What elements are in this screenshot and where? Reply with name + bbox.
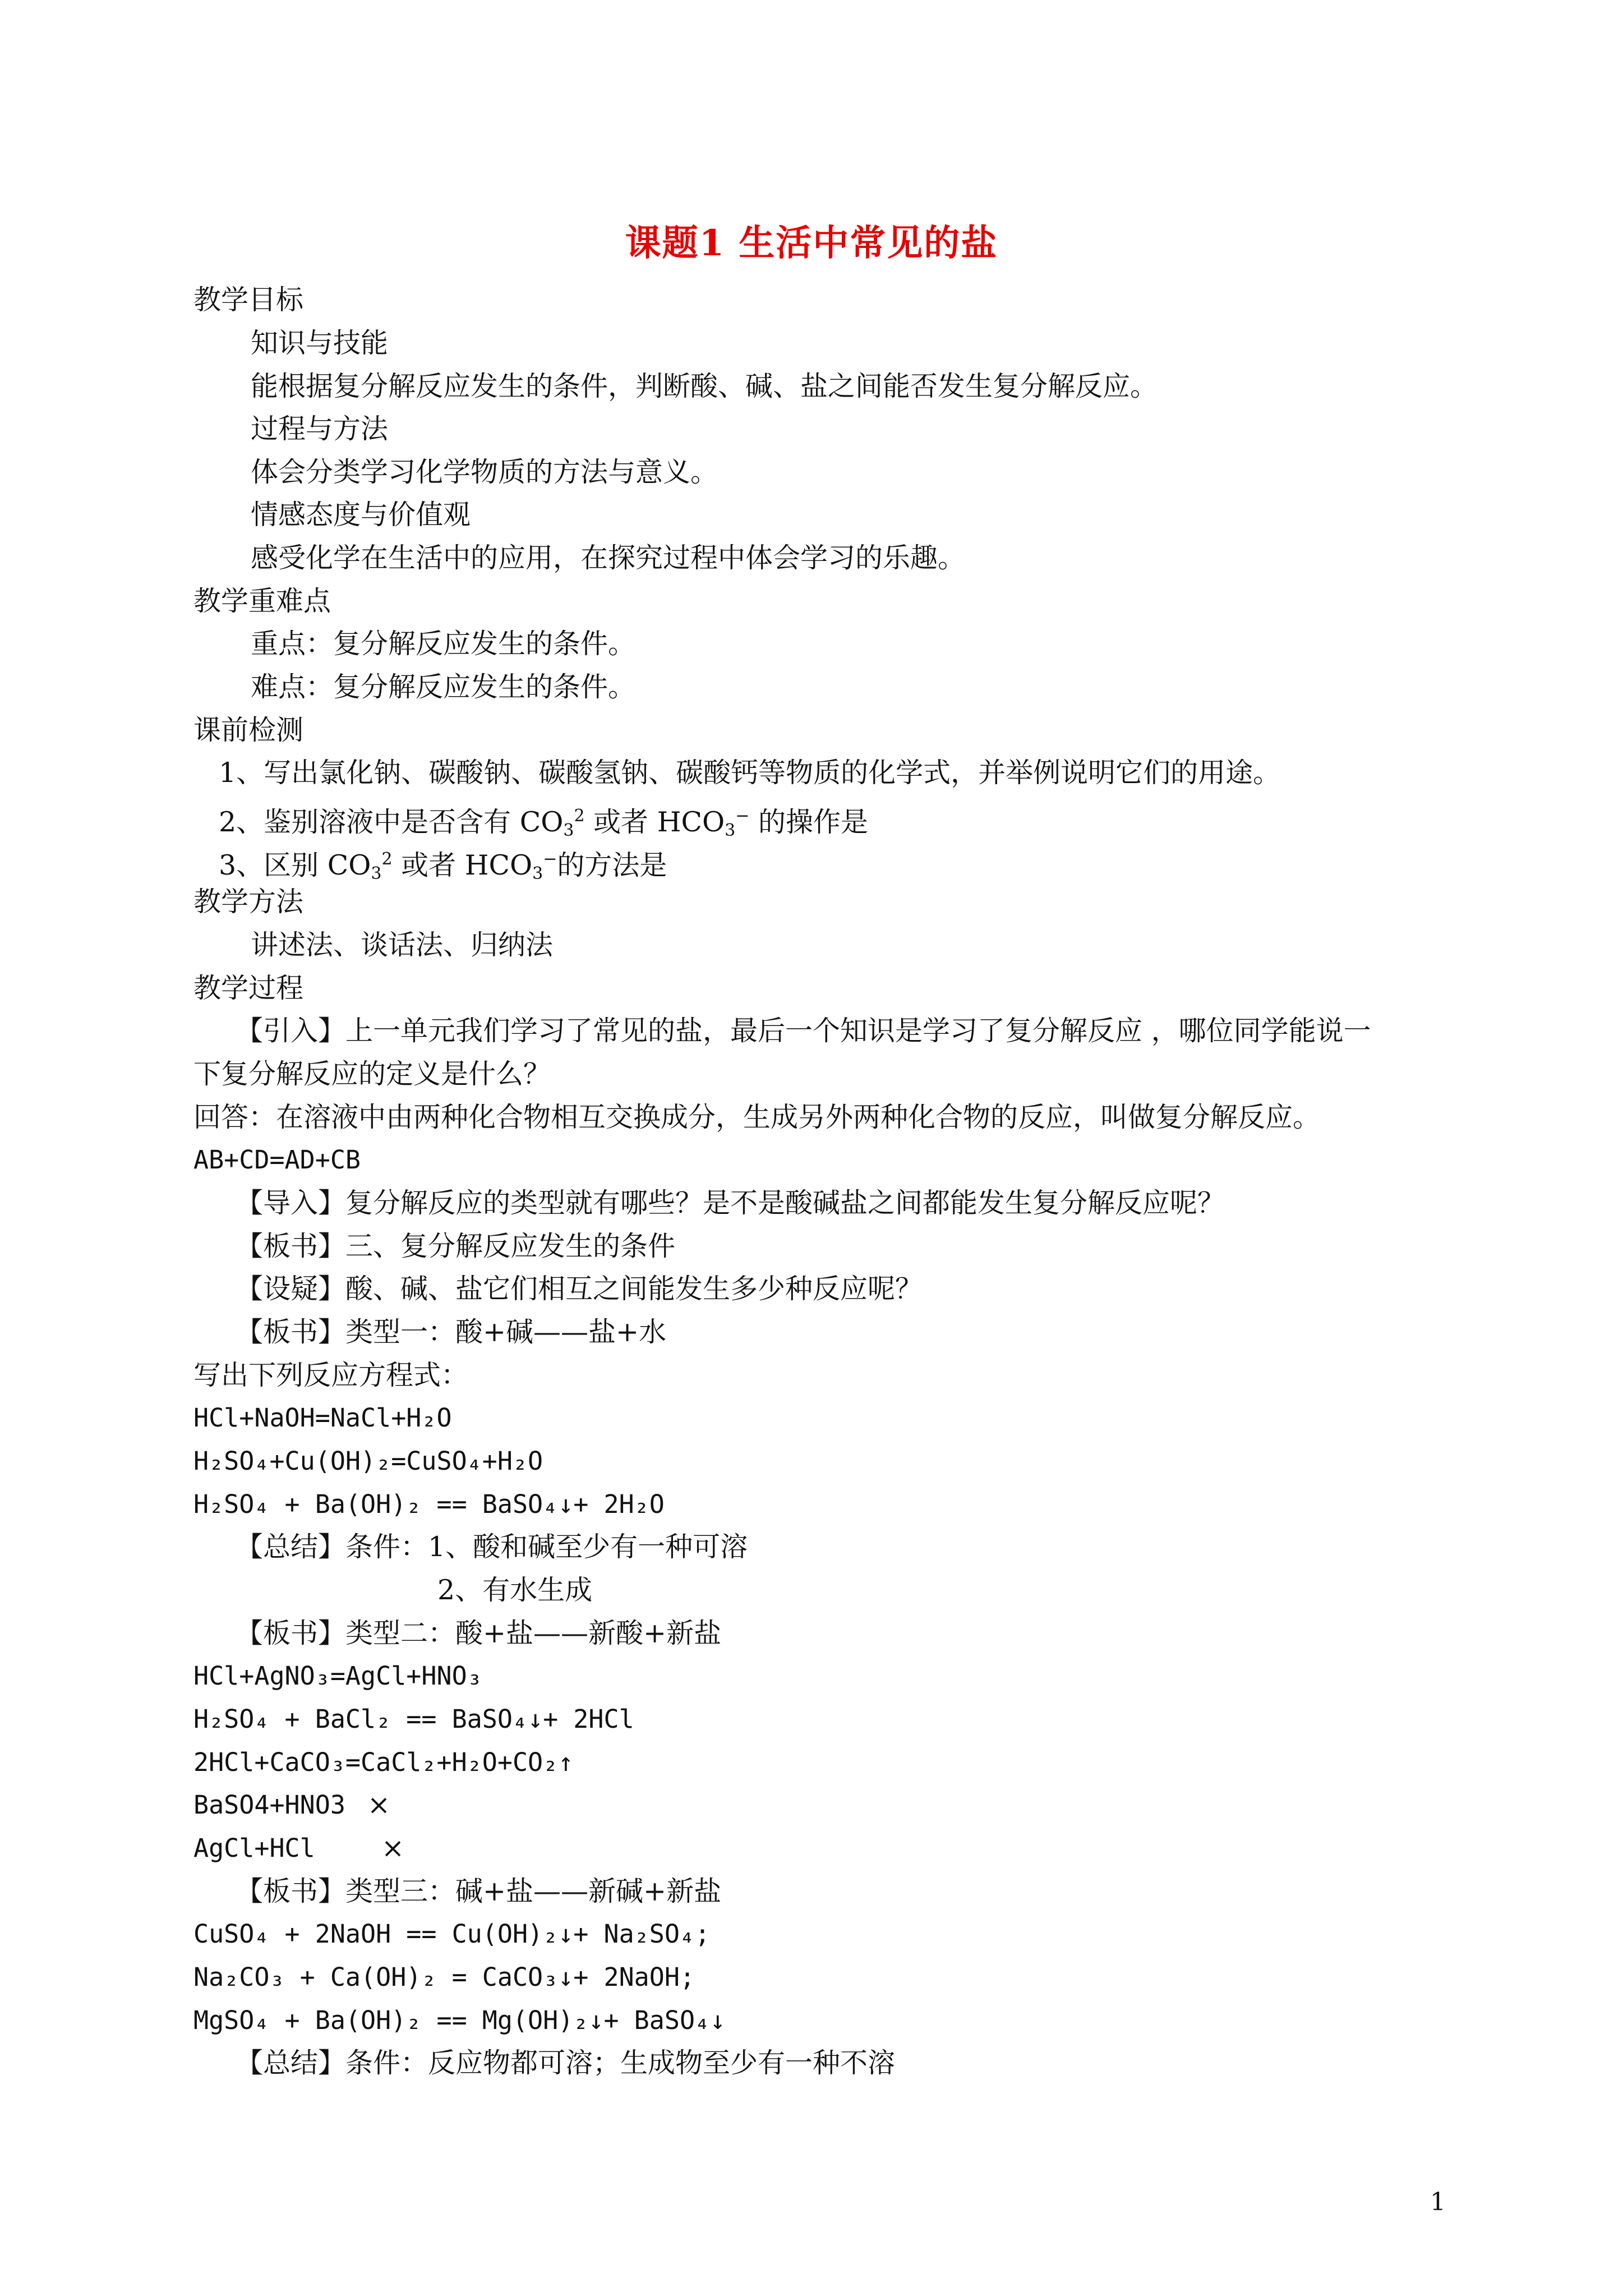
lead-text: 【导入】复分解反应的类型就有哪些？是不是酸碱盐之间都能发生复分解反应呢？ xyxy=(236,1187,1225,1219)
intro-line-1: 【引入】上一单元我们学习了常见的盐，最后一个知识是学习了复分解反应 ，哪位同学能说一 xyxy=(236,1015,1371,1047)
answer-text: 回答：在溶液中由两种化合物相互交换成分，生成另外两种化合物的反应，叫做复分解反应。 xyxy=(193,1101,1321,1133)
difficult-point: 难点：复分解反应发生的条件。 xyxy=(251,671,636,703)
equation-11: MgSO₄ + Ba(OH)₂ == Mg(OH)₂↓+ BaSO₄↓ xyxy=(193,2005,726,2035)
summary-1a: 【总结】条件：1、酸和碱至少有一种可溶 xyxy=(236,1531,748,1563)
equation-4: HCl+AgNO₃=AgCl+HNO₃ xyxy=(193,1661,482,1691)
question-text: 【设疑】酸、碱、盐它们相互之间能发生多少种反应呢？ xyxy=(236,1273,923,1305)
type-three: 【板书】类型三：碱+盐——新碱+新盐 xyxy=(236,1875,722,1907)
methods-text: 讲述法、谈话法、归纳法 xyxy=(251,929,554,961)
attitude-heading: 情感态度与价值观 xyxy=(251,499,471,531)
summary-1b: 2、有水生成 xyxy=(437,1574,593,1606)
type-two: 【板书】类型二：酸+盐——新酸+新盐 xyxy=(236,1617,722,1649)
pretest-question-1: 1、写出氯化钠、碳酸钠、碳酸氢钠、碳酸钙等物质的化学式，并举例说明它们的用途。 xyxy=(219,757,1281,789)
pretest-question-3: 3、区别 $CO_3^2$ 或者 $HCO_3^-$的方法是 xyxy=(219,849,667,884)
equation-10: Na₂CO₃ + Ca(OH)₂ = CaCO₃↓+ 2NaOH; xyxy=(193,1962,695,1992)
pretest-heading: 课前检测 xyxy=(193,714,304,746)
type-one: 【板书】类型一：酸+碱——盐+水 xyxy=(236,1316,667,1348)
summary-2: 【总结】条件：反应物都可溶；生成物至少有一种不溶 xyxy=(236,2047,896,2079)
pretest-question-2: 2、鉴别溶液中是否含有 $CO_3^2$ 或者 $HCO_3^-$ 的操作是 xyxy=(219,806,868,840)
key-point: 重点：复分解反应发生的条件。 xyxy=(251,628,636,660)
key-points-heading: 教学重难点 xyxy=(193,585,331,617)
equation-5: H₂SO₄ + BaCl₂ == BaSO₄↓+ 2HCl xyxy=(193,1704,634,1734)
process-method-text: 体会分类学习化学物质的方法与意义。 xyxy=(251,456,718,488)
attitude-text: 感受化学在生活中的应用，在探究过程中体会学习的乐趣。 xyxy=(251,542,966,574)
page-title: 课题1 生活中常见的盐 xyxy=(625,222,998,264)
equation-1: HCl+NaOH=NaCl+H₂O xyxy=(193,1403,452,1433)
equation-9: CuSO₄ + 2NaOH == Cu(OH)₂↓+ Na₂SO₄; xyxy=(193,1919,711,1949)
page-number: 1 xyxy=(1430,2188,1446,2216)
knowledge-text: 能根据复分解反应发生的条件，判断酸、碱、盐之间能否发生复分解反应。 xyxy=(251,370,1158,402)
intro-line-2: 下复分解反应的定义是什么？ xyxy=(193,1058,551,1090)
write-equations: 写出下列反应方程式： xyxy=(193,1359,469,1391)
equation-6: 2HCl+CaCO₃=CaCl₂+H₂O+CO₂↑ xyxy=(193,1747,574,1777)
equation-2: H₂SO₄+Cu(OH)₂=CuSO₄+H₂O xyxy=(193,1446,543,1476)
equation-7: BaSO4+HNO3 xyxy=(193,1790,345,1820)
equation-8: AgCl+HCl xyxy=(193,1833,315,1863)
process-method-heading: 过程与方法 xyxy=(251,413,389,445)
general-formula: AB+CD=AD+CB xyxy=(193,1145,361,1175)
objectives-heading: 教学目标 xyxy=(193,284,304,316)
board-conditions: 【板书】三、复分解反应发生的条件 xyxy=(236,1230,676,1262)
cross-mark-2: × xyxy=(381,1832,405,1864)
cross-mark-1: × xyxy=(367,1789,391,1821)
methods-heading: 教学方法 xyxy=(193,886,304,918)
equation-3: H₂SO₄ + Ba(OH)₂ == BaSO₄↓+ 2H₂O xyxy=(193,1489,665,1519)
process-heading: 教学过程 xyxy=(193,972,304,1004)
knowledge-heading: 知识与技能 xyxy=(251,327,389,359)
